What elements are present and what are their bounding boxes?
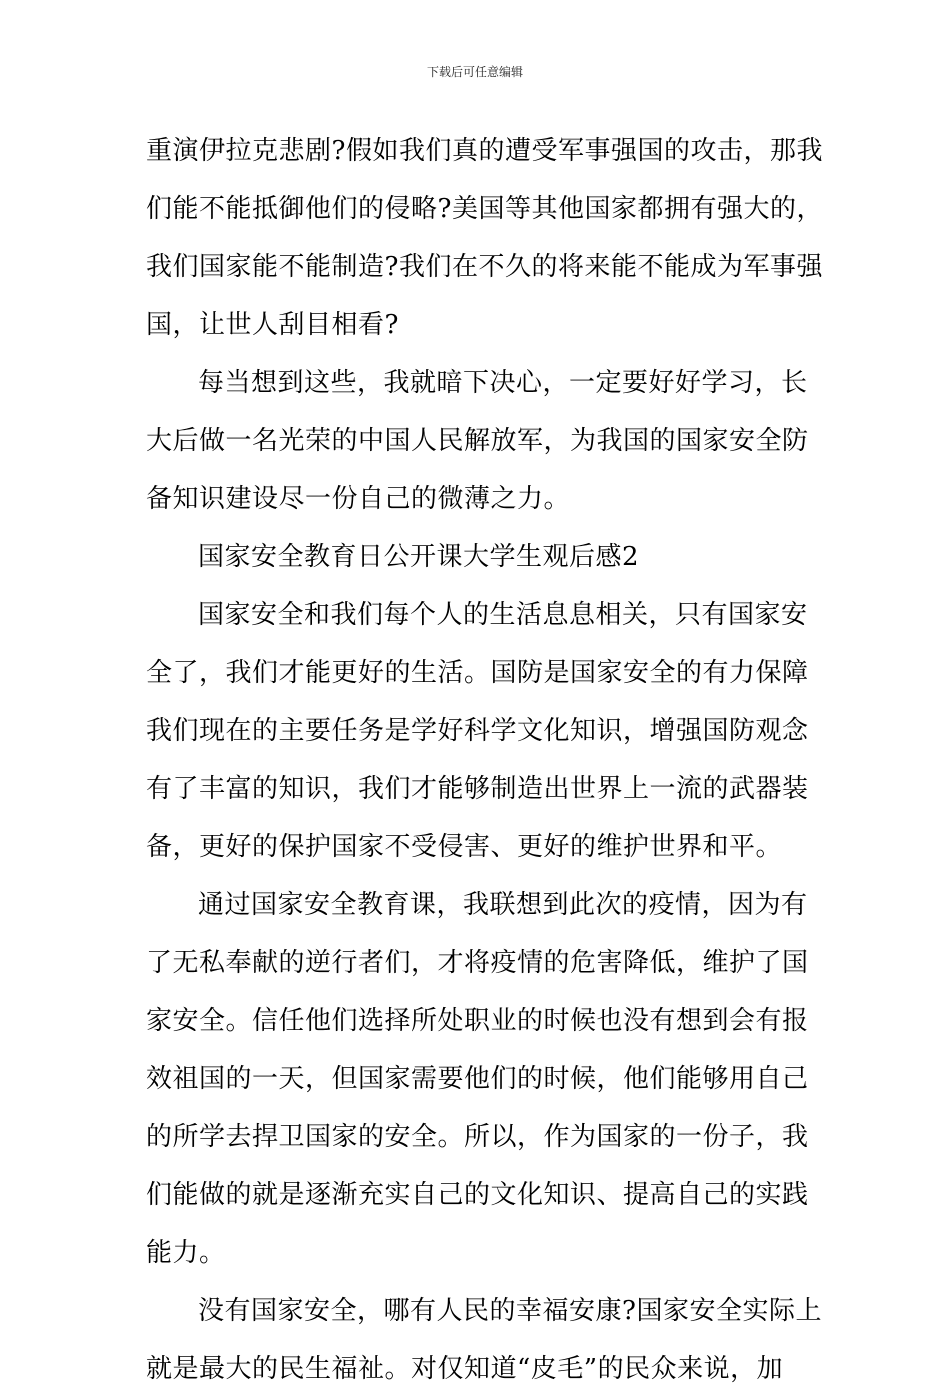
text-line: 国家安全教育日公开课大学生观后感2	[198, 542, 640, 572]
text-line: 能力。	[146, 1238, 226, 1268]
paragraph	[146, 876, 816, 1282]
text-line: 大后做一名光荣的中国人民解放军，为我国的国家安全防	[146, 426, 809, 456]
text-line: 全了，我们才能更好的生活。国防是国家安全的有力保障	[146, 658, 809, 688]
text-line: 备知识建设尽一份自己的微薄之力。	[146, 484, 571, 514]
text-line: 每当想到这些，我就暗下决心，一定要好好学习，长	[198, 368, 808, 398]
paragraph	[146, 354, 816, 528]
text-line: 没有国家安全，哪有人民的幸福安康?国家安全实际上	[198, 1296, 822, 1326]
text-line: 通过国家安全教育课，我联想到此次的疫情，因为有	[198, 890, 808, 920]
text-line: 我们国家能不能制造?我们在不久的将来能不能成为军事强	[146, 252, 823, 282]
text-line: 备，更好的保护国家不受侵害、更好的维护世界和平。	[146, 832, 783, 862]
document-body	[146, 122, 823, 1398]
text-line: 国，让世人刮目相看?	[146, 310, 399, 340]
text-line: 了无私奉献的逆行者们，才将疫情的危害降低，维护了国	[146, 948, 809, 978]
text-line: 的所学去捍卫国家的安全。所以，作为国家的一份子，我	[146, 1122, 809, 1152]
section-heading	[146, 528, 816, 586]
paragraph	[146, 586, 816, 876]
text-line: 们能不能抵御他们的侵略?美国等其他国家都拥有强大的，	[146, 194, 823, 224]
page-header: 下载后可任意编辑	[426, 65, 523, 79]
text-line: 重演伊拉克悲剧?假如我们真的遭受军事强国的攻击，那我	[146, 136, 823, 166]
paragraph	[146, 1282, 822, 1398]
text-line: 就是最大的民生福祉。对仅知道“皮毛”的民众来说，加	[146, 1354, 784, 1384]
text-line: 们能做的就是逐渐充实自己的文化知识、提高自己的实践	[146, 1180, 809, 1210]
paragraph	[146, 122, 823, 354]
text-line: 效祖国的一天，但国家需要他们的时候，他们能够用自己	[146, 1064, 809, 1094]
text-line: 我们现在的主要任务是学好科学文化知识，增强国防观念	[146, 716, 809, 746]
text-line: 家安全。信任他们选择所处职业的时候也没有想到会有报	[146, 1006, 809, 1036]
text-line: 国家安全和我们每个人的生活息息相关，只有国家安	[198, 600, 808, 630]
text-line: 有了丰富的知识，我们才能够制造出世界上一流的武器装	[146, 774, 809, 804]
